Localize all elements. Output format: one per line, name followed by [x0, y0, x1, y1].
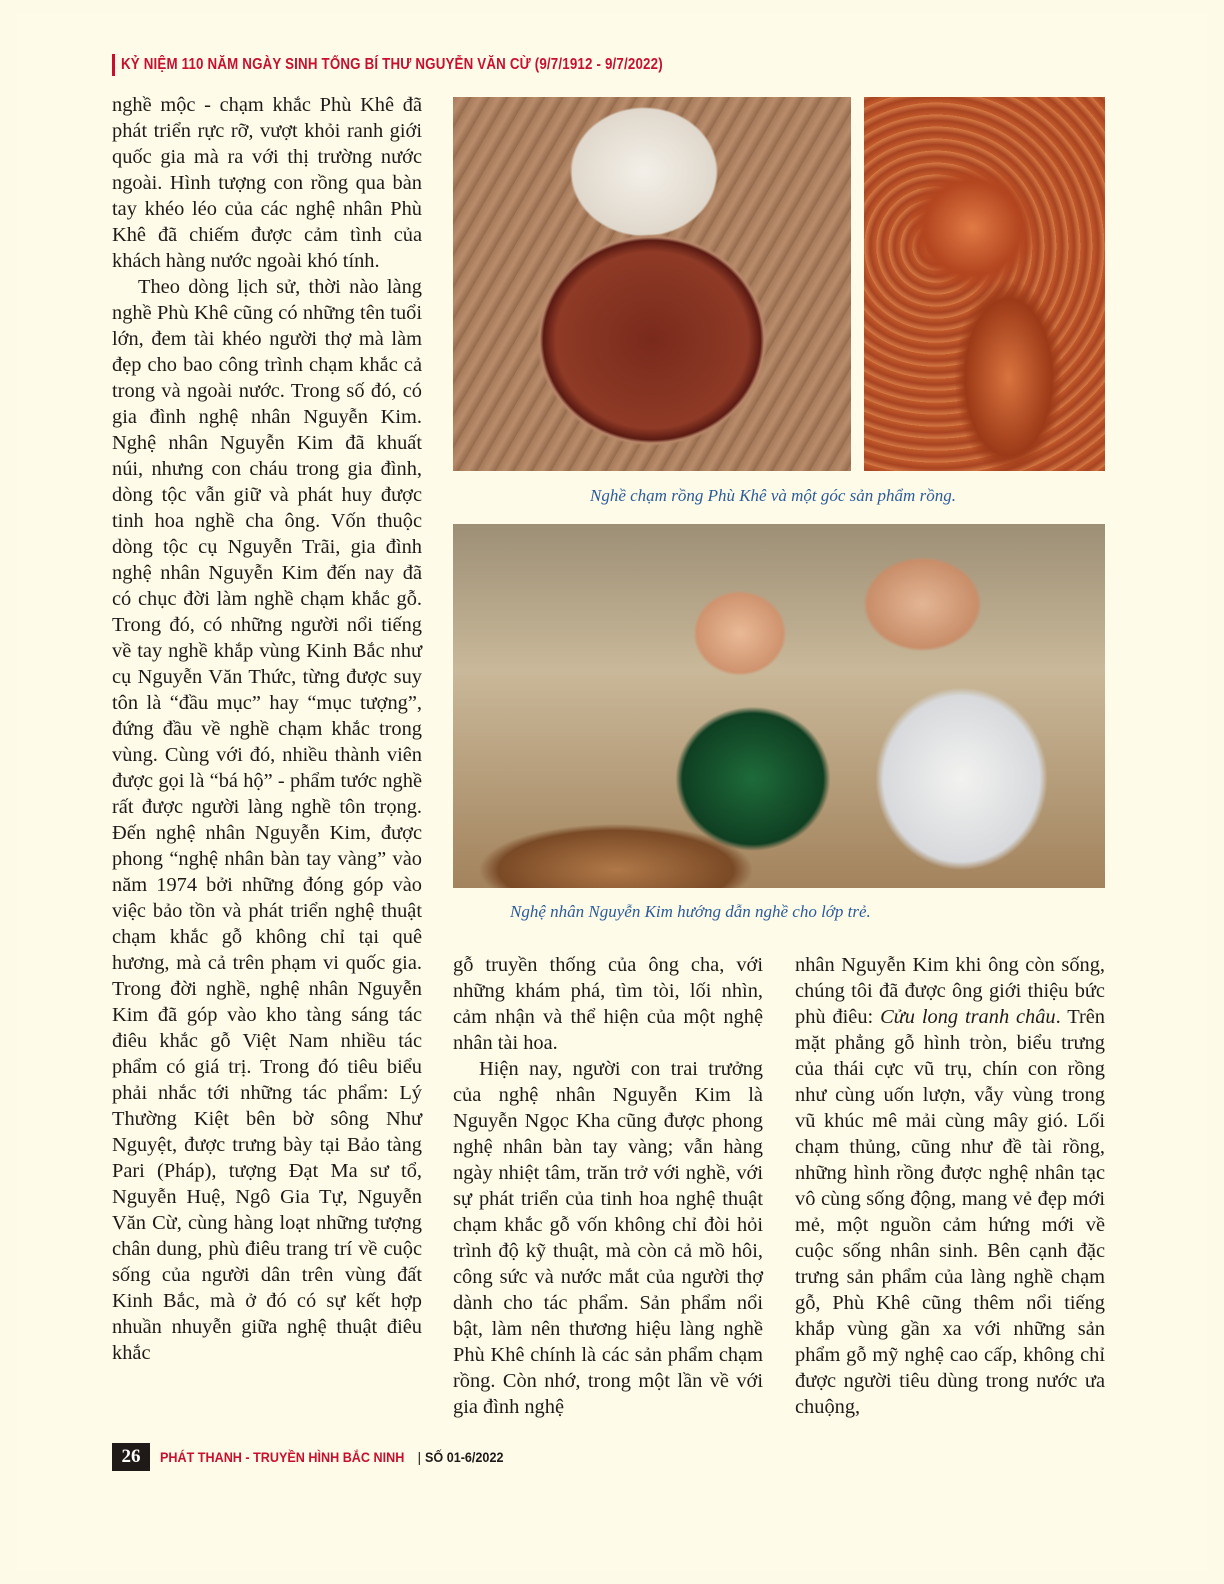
column2-paragraph-2: Hiện nay, người con trai trưởng của nghệ nhân Nguyễn Kim là Nguyễn Ngọc Kha cũng được phong nghệ nhân bàn tay vàng; vẫn hàng ngày nhiệt tâm, trăn trở với nghề, với sự phát triển của tinh hoa nghệ thuật chạm khắc gỗ vốn không chỉ đòi hỏi trình độ kỹ thuật, mà còn cả mồ hôi, công sức và nước mắt của người thợ dành cho tác phẩm. Sản phẩm nổi bật, làm nên thương hiệu làng nghề Phù Khê chính là các sản phẩm chạm rồng. Còn nhớ, trong một lần về với gia đình nghệ [453, 1058, 763, 1418]
column1-paragraph-1: nghề mộc - chạm khắc Phù Khê đã phát triển rực rỡ, vượt khỏi ranh giới quốc gia mà ra với thị trường nước ngoài. Hình tượng con rồng qua bàn tay khéo léo của các nghệ nhân Phù Khê đã chiếm được cảm tình của khách hàng nước ngoài khó tính. [112, 94, 422, 272]
footer-separator: | [417, 1449, 422, 1465]
page-footer [112, 1442, 512, 1472]
photo-carver-dragon-panel [453, 97, 851, 471]
column3-text-a: nhân Nguyễn Kim khi ông còn sống, chúng tôi đã được ông giới thiệu bức phù điêu: [795, 954, 1105, 1028]
column2-paragraph-1: gỗ truyền thống của ông cha, với những khám phá, tìm tòi, lối nhìn, cảm nhận và thể hiện của một nghệ nhân tài hoa. [453, 954, 763, 1054]
issue-number: SỐ 01-6/2022 [425, 1449, 504, 1465]
page-header [112, 52, 1112, 78]
column3-paragraph-1 [795, 952, 1105, 1420]
photo-dragon-carving-detail [864, 97, 1105, 471]
column3-text-b: . Trên mặt phẳng gỗ hình tròn, biểu trưng của thái cực vũ trụ, chín con rồng như cùng uốn lượn, vẫy vùng trong vũ khúc mê mải cùng mây gió. Lối chạm thủng, cũng như đề tài rồng, những hình rồng được nghệ nhân tạc vô cùng sống động, mang vẻ đẹp mới mẻ, một nguồn cảm hứng mới về cuộc sống nhân sinh. Bên cạnh đặc trưng sản phẩm của làng nghề chạm gỗ, Phù Khê cũng thêm nổi tiếng khắp vùng gần xa với những sản phẩm gỗ mỹ nghệ cao cấp, không chỉ được người tiêu dùng trong nước ưa chuộng, [795, 1006, 1105, 1418]
photo-caption-top: Nghề chạm rồng Phù Khê và một góc sản phẩm rồng. [590, 486, 956, 505]
article-column-3 [795, 952, 1105, 1420]
page-number: 26 [112, 1443, 150, 1471]
header-accent-bar [112, 54, 115, 76]
column1-paragraph-2: Theo dòng lịch sử, thời nào làng nghề Phù Khê cũng có những tên tuổi lớn, đem tài khéo người thợ mà làm đẹp cho bao công trình chạm khắc cả trong và ngoài nước. Trong số đó, có gia đình nghệ nhân Nguyễn Kim. Nghệ nhân Nguyễn Kim đã khuất núi, nhưng con cháu trong gia đình, dòng tộc vẫn giữ và phát huy được tinh hoa nghề cha ông. Vốn thuộc dòng tộc cụ Nguyễn Trãi, gia đình nghệ nhân Nguyễn Kim đến nay đã có chục đời làm nghề chạm khắc gỗ. Trong đó, có những người nổi tiếng về tay nghề khắp vùng Kinh Bắc như cụ Nguyễn Văn Thức, từng được suy tôn là “đầu mục” hay “mục tượng”, đứng đầu về nghề chạm khắc trong vùng. Cùng với đó, nhiều thành viên được gọi là “bá hộ” - phẩm tước nghề rất được người làng nghề tôn trọng. Đến nghệ nhân Nguyễn Kim, được phong “nghệ nhân bàn tay vàng” vào năm 1974 bởi những đóng góp vào việc bảo tồn và phát triển nghệ thuật chạm khắc gỗ không chỉ tại quê hương, mà cả trên phạm vi quốc gia. Trong đời nghề, nghệ nhân Nguyễn Kim đã góp vào kho tàng sáng tác điêu khắc gỗ Việt Nam nhiều tác phẩm có giá trị. Trong đó tiêu biểu phải nhắc tới những tác phẩm: Lý Thường Kiệt bên bờ sông Như Nguyệt, được trưng bày tại Bảo tàng Pari (Pháp), tượng Đạt Ma sư tổ, Nguyễn Huệ, Ngô Gia Tự, Nguyễn Văn Cừ, cùng hàng loạt những tượng chân dung, phù điêu trang trí về cuộc sống của người dân trên vùng đất Kinh Bắc, mà ở đó có sự kết hợp nhuần nhuyễn giữa nghệ thuật điêu khắc [112, 276, 422, 1364]
photo-caption-bottom: Nghệ nhân Nguyễn Kim hướng dẫn nghề cho lớp trẻ. [510, 902, 871, 921]
artwork-title: Cửu long tranh châu [880, 1006, 1056, 1028]
article-column-2 [453, 952, 763, 1420]
publication-name: PHÁT THANH - TRUYỀN HÌNH BẮC NINH [160, 1449, 405, 1465]
article-column-1 [112, 92, 422, 1366]
photo-artisan-teaching [453, 524, 1105, 888]
header-title: KỶ NIỆM 110 NĂM NGÀY SINH TỔNG BÍ THƯ NGUYỄN VĂN CỪ (9/7/1912 - 9/7/2022) [121, 56, 663, 73]
